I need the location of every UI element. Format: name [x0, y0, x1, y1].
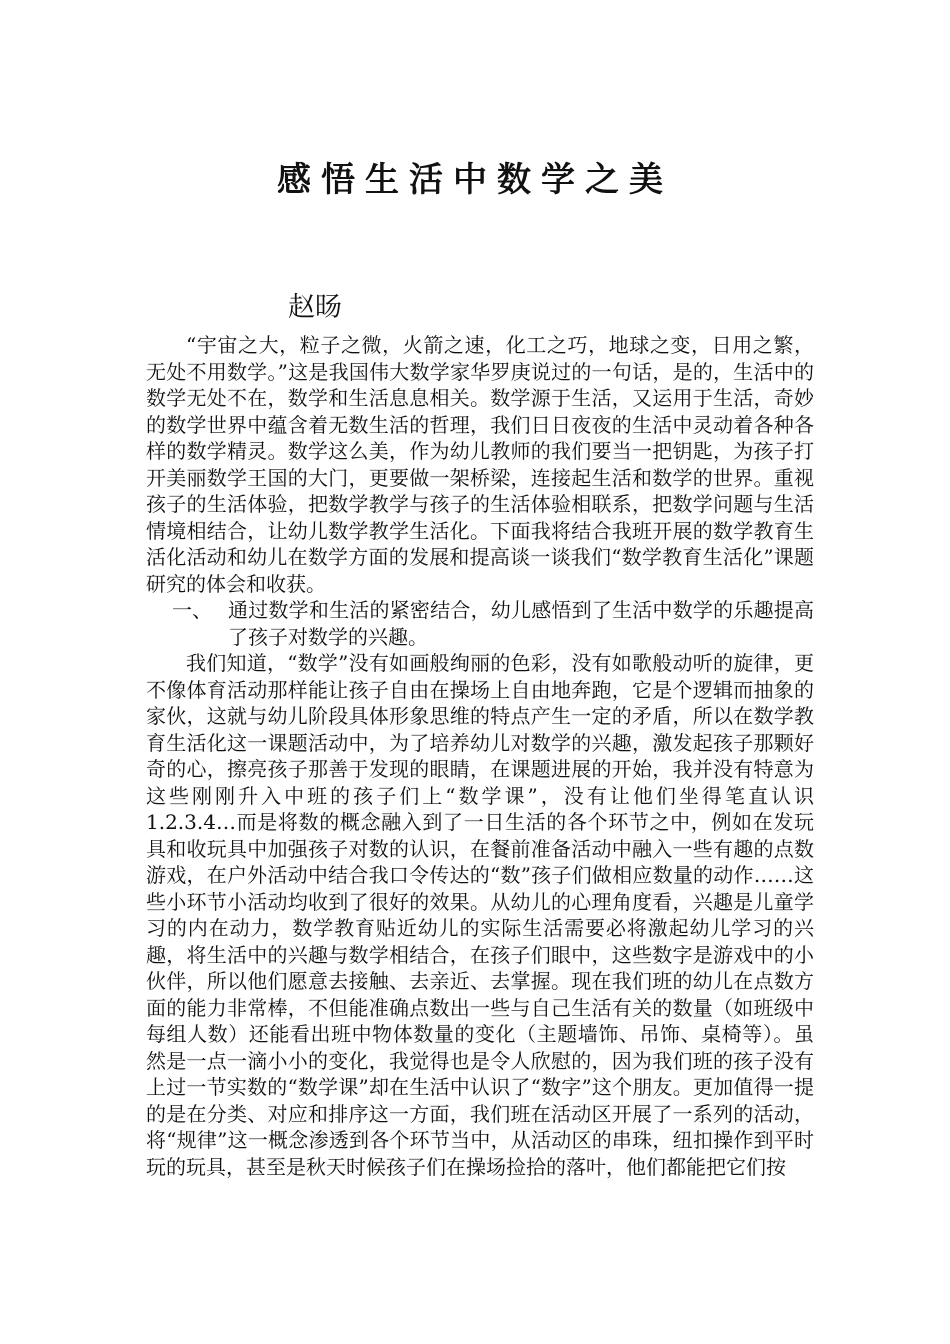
- body-paragraph: 我们知道，“数学”没有如画般绚丽的色彩，没有如歌般动听的旋律，更不像体育活动那样能让孩子自由在操场上自由地奔跑，它是个逻辑而抽象的家伙，这就与幼儿阶段具体形象思维的特点产生一定的矛盾，所以在数学教育生活化这一课题活动中，为了培养幼儿对数学的兴趣，激发起孩子那颗好奇的心，擦亮孩子那善于发现的眼睛，在课题进展的开始，我并没有特意为这些刚刚升入中班的孩子们上“数学课”，没有让他们坐得笔直认识1.2.3.4…而是将数的概念融入到了一日生活的各个环节之中，例如在发玩具和收玩具中加强孩子对数的认识，在餐前准备活动中融入一些有趣的点数游戏，在户外活动中结合我口令传达的“数”孩子们做相应数量的动作……这些小环节小活动均收到了很好的效果。从幼儿的心理角度看，兴趣是儿童学习的内在动力，数学教育贴近幼儿的实际生活需要必将激起幼儿学习的兴趣，将生活中的兴趣与数学相结合，在孩子们眼中，这些数字是游戏中的小伙伴，所以他们愿意去接触、去亲近、去掌握。现在我们班的幼儿在点数方面的能力非常棒，不但能准确点数出一些与自己生活有关的数量（如班级中每组人数）还能看出班中物体数量的变化（主题墙饰、吊饰、桌椅等）。虽然是一点一滴小小的变化，我觉得也是令人欣慰的，因为我们班的孩子没有上过一节实数的“数学课”却在生活中认识了“数字”这个朋友。更加值得一提的是在分类、对应和排序这一方面，我们班在活动区开展了一系列的活动，将“规律”这一概念渗透到各个环节当中，从活动区的串珠，纽扣操作到平时玩的玩具，甚至是秋天时候孩子们在操场捡拾的落叶，他们都能把它们按: [146, 651, 814, 1179]
- document-body: [146, 332, 814, 1180]
- intro-paragraph: “宇宙之大，粒子之微，火箭之速，化工之巧，地球之变，日用之繁，无处不用数学。”这是我国伟大数学家华罗庚说过的一句话，是的，生活中的数学无处不在，数学和生活息息相关。数学源于生活，又运用于生活，奇妙的数学世界中蕴含着无数生活的哲理，我们日日夜夜的生活中灵动着各种各样的数学精灵。数学这么美，作为幼儿教师的我们要当一把钥匙，为孩子打开美丽数学王国的大门，更要做一架桥梁，连接起生活和数学的世界。重视孩子的生活体验，把数学教学与孩子的生活体验相联系，把数学问题与生活情境相结合，让幼儿数学教学生活化。下面我将结合我班开展的数学教育生活化活动和幼儿在数学方面的发展和提高谈一谈我们“数学教育生活化”课题研究的体会和收获。: [146, 333, 814, 596]
- document-title: 感悟生活中数学之美: [277, 160, 673, 200]
- author-name: 赵旸: [288, 292, 342, 323]
- section-number: 一、: [172, 598, 212, 622]
- section-heading: [146, 597, 814, 650]
- section-heading-text: 通过数学和生活的紧密结合，幼儿感悟到了生活中数学的乐趣提高了孩子对数学的兴趣。: [228, 598, 814, 649]
